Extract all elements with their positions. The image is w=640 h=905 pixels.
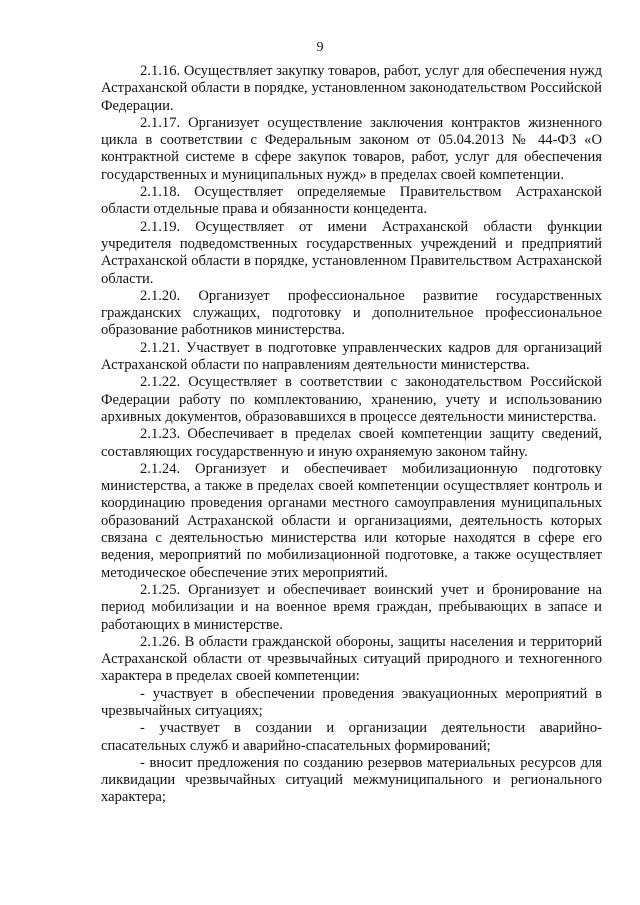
list-item-rescue-services: - участвует в создании и организации деятельности аварийно-спасательных служб и аварийно-спасательных формирований; bbox=[101, 720, 602, 754]
paragraph-2-1-24: 2.1.24. Организует и обеспечивает мобилизационную подготовку министерства, а также в пределах своей компетенции осуществляет контроль и координацию проведения органами местного самоуправления муниципальных образований Астраханской области и организациями, деятельность которых связана с деятельностью министерства или которые находятся в сфере его ведения, мероприятий по мобилизационной подготовке, а также осуществляет методическое обеспечение этих мероприятий. bbox=[101, 460, 602, 581]
paragraph-2-1-25: 2.1.25. Организует и обеспечивает воинский учет и бронирование на период мобилизации и на военное время граждан, пребывающих в запасе и работающих в министерстве. bbox=[101, 581, 602, 633]
paragraph-2-1-19: 2.1.19. Осуществляет от имени Астраханской области функции учредителя подведомственных государственных учреждений и предприятий Астраханской области в порядке, установленном Правительством Астраханской области. bbox=[101, 218, 602, 287]
document-body bbox=[101, 63, 602, 807]
paragraph-2-1-23: 2.1.23. Обеспечивает в пределах своей компетенции защиту сведений, составляющих государственную и иную охраняемую законом тайну. bbox=[101, 426, 602, 460]
list-item-material-reserves: - вносит предложения по созданию резервов материальных ресурсов для ликвидации чрезвычайных ситуаций межмуниципального и регионального характера; bbox=[101, 754, 602, 806]
page-number: 9 bbox=[316, 40, 324, 55]
list-item-evacuation: - участвует в обеспечении проведения эвакуационных мероприятий в чрезвычайных ситуациях; bbox=[101, 685, 602, 719]
paragraph-2-1-26: 2.1.26. В области гражданской обороны, защиты населения и территорий Астраханской области от чрезвычайных ситуаций природного и техногенного характера в пределах своей компетенции: bbox=[101, 633, 602, 685]
paragraph-2-1-16: 2.1.16. Осуществляет закупку товаров, работ, услуг для обеспечения нужд Астраханской области в порядке, установленном законодательством Российской Федерации. bbox=[101, 63, 602, 114]
paragraph-2-1-22: 2.1.22. Осуществляет в соответствии с законодательством Российской Федерации работу по комплектованию, хранению, учету и использованию архивных документов, образовавшихся в процессе деятельности министерства. bbox=[101, 374, 602, 425]
paragraph-2-1-17: 2.1.17. Организует осуществление заключения контрактов жизненного цикла в соответствии с Федеральным законом от 05.04.2013 № 44-ФЗ «О контрактной системе в сфере закупок товаров, работ, услуг для обеспечения государственных и муниципальных нужд» в пределах своей компетенции. bbox=[101, 114, 602, 183]
paragraph-2-1-20: 2.1.20. Организует профессиональное развитие государственных гражданских служащих, подготовку и дополнительное профессиональное образование работников министерства. bbox=[101, 287, 602, 339]
paragraph-2-1-18: 2.1.18. Осуществляет определяемые Правительством Астраханской области отдельные права и обязанности концедента. bbox=[101, 184, 602, 218]
paragraph-2-1-21: 2.1.21. Участвует в подготовке управленческих кадров для организаций Астраханской области по направлениям деятельности министерства. bbox=[101, 339, 602, 374]
